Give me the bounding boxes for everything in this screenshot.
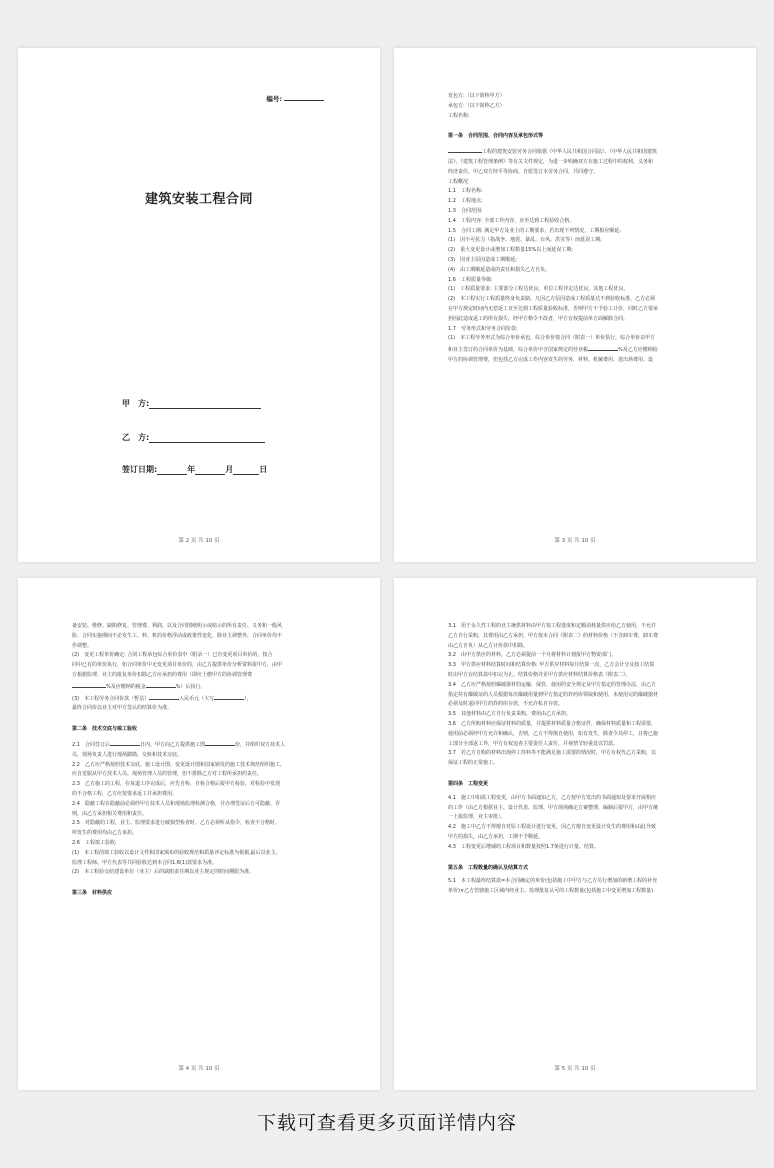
page-body	[448, 92, 708, 366]
text-line: 应自觉服从甲方技术人员、现场管理人员的管理，但不排除乙方对工程所承担的责任。	[72, 771, 263, 778]
blank-underline	[110, 739, 140, 746]
text-line: 工程概况	[448, 178, 469, 185]
text-line: 监理工程师、甲方代表等共同验收达到本合同1.6(1)款要求为准。	[72, 859, 218, 866]
blank-underline	[72, 681, 106, 688]
text-line: 2.5 对隐蔽的工程，业主、监理要求进行破损型检查时，乙方必须听从指令，检查不合格时，	[72, 820, 280, 827]
text-line: 的不合格工程，乙方应按要求返工并承担费用。	[72, 790, 178, 797]
text-line: 指定持有爆破证的人员根据每次爆破用量到甲方指定的炸药库领取和使用，未使用完的爆破器材	[448, 691, 659, 698]
text-line: 3.6 乙方所购材料应保证材料的质量，并提供材料质量合格证件，确保材料质量和工程需要，	[448, 720, 656, 727]
text-line: 工部分全部返工外，甲方有权追查主要责任人责任，并视情节轻重处以罚款。	[448, 740, 619, 747]
text-line: 3.4 乙方应严格按照爆破器材的运输、保管、使用的安全规定及甲方指定的管理办法，由乙方	[448, 681, 656, 688]
paragraph-gap	[72, 878, 332, 885]
text-line: 作调整。	[72, 642, 93, 649]
page-4	[18, 578, 380, 1090]
section-heading: 第五条 工程数量的确认及结算方式	[448, 864, 529, 871]
text-line: (2) 变更工程单价确定: 合同工程承包综合单价表中（附录一）已有变更项目单价的，按合	[72, 652, 273, 659]
text-line: 1.6 工程质量等级:	[448, 276, 493, 283]
text-line: (3) 本工程劳务合同价款（暂估） 人民币元（大写 ），	[72, 693, 332, 705]
text-line: (4) 由工期顺延造成的责任和损失乙方自负。	[448, 266, 551, 273]
text-line: 3.5 其他材料由乙方自行负责采购，费用由乙方承担。	[448, 711, 571, 718]
text-line: 时由甲方在结算款中扣完为止。结算价格详见甲方供应材料结算价格表《附表二》。	[448, 671, 631, 678]
text-line: 1.7 劳务形式和劳务合同价款:	[448, 325, 518, 332]
text-line: 员，现场负责人进行现场踏勘，交桩和技术交底。	[72, 751, 183, 758]
page-body	[448, 622, 708, 897]
sign-date-line: 签订日期: 年 月 日	[122, 465, 268, 474]
text-line: 方根据监理、业主的批复单价扣除乙方应承担的费用（即应上缴甲方的协调管理费	[72, 671, 253, 678]
blank-underline	[205, 739, 235, 746]
text-line: 工程的建筑安装劳务合同依据《中华人民共和国合同法》、《中华人民共和国建筑	[448, 146, 708, 158]
page-footer: 第 3 页 共 10 页	[554, 538, 596, 544]
text-line: 发包方:（以下简称甲方）	[448, 93, 505, 99]
text-line: 一上报监理、业主审批）。	[448, 814, 506, 821]
text-line: (1) 工程质量要求: 主要部分工程达优良，单位工程评定达优良，其他工程优良。	[448, 286, 629, 293]
text-line: 1.5 合同工期: 满足甲方及业主的工期要求，若出现下列情况，工期相应顺延:	[448, 227, 621, 234]
blank-underline	[588, 344, 618, 351]
text-line: 1.3 合同范围:	[448, 207, 483, 214]
page-5	[394, 578, 756, 1090]
text-line: 经济责任，甲乙双方经平等协商，自愿签订本劳务合同，共同遵守。	[448, 168, 599, 175]
text-line: 4.1 施工中如需工程变更，由甲方书面通知乙方，乙方按甲方发出的书面通知及要求开展相应	[448, 794, 656, 801]
section-heading: 第三条 材料供应	[72, 890, 113, 897]
text-line: 2.4 隐蔽工程在隐蔽前必须经甲方技术人员和现场监理检测合格，并办理签证后方可隐蔽，否	[72, 800, 280, 807]
paragraph-gap	[448, 121, 708, 128]
text-line: 备安装、维修、缺陷修复、管理费、利润，以及合同图纸明示或暗示的所有责任、义务和一般风	[72, 623, 283, 629]
text-line: 保证工程的正常施工。	[448, 760, 499, 767]
text-line: (1) 本工程的竣工验收以设计文件和国家颁布的验收规范和质量评定标准为依据,最后以业主、	[72, 849, 281, 856]
text-line: 由乙方自负）从乙方计价款中扣除。	[448, 642, 529, 649]
page-3	[394, 48, 756, 562]
text-line: 乙方自行采购，其费用由乙方承担，甲方按本合同《附表二》的材料价格（不含卸车费，卸车费	[448, 632, 659, 639]
text-line: 2.6 工程竣工验收:	[72, 839, 117, 846]
text-line: 法》、《建筑工程管理条例》等有关文件规定，为进一步明确双方在施工过程中的权利、义务和	[448, 158, 654, 165]
text-line: 同中已有的单价执行，如合同单价中无变更项目单价的，由乙方提供单价分析资料报甲方，由甲	[72, 662, 283, 669]
text-line: 2.3 乙方施工的工程，在每道工序完成后，应先自检，自检合格后报甲方检验，对检验中发现	[72, 781, 280, 788]
page-footer: 第 5 页 共 10 页	[554, 1066, 596, 1072]
section-heading: 第二条 技术交底与竣工验收	[72, 726, 138, 733]
blank-underline	[146, 681, 176, 688]
party-a-line: 甲 方:	[122, 398, 261, 409]
paragraph-gap	[72, 714, 332, 721]
text-line: 1.1 工程名称:	[448, 188, 483, 195]
blank-underline	[214, 693, 244, 700]
page-cover	[18, 48, 380, 562]
text-line: 1.2 工程地点:	[448, 198, 483, 205]
text-line: 2.2 乙方应严格按照技术交底、施工设计图、变更设计图和国家颁发的施工技术规范组织施工，	[72, 761, 285, 768]
contract-number: 编号:	[266, 94, 324, 103]
text-line: (2) 本工程实行工程质量终身负责制，凡因乙方原因造成工程质量达不到验收标准，乙方必须	[448, 296, 656, 303]
text-line: 5.1 本工程最终结算款=本合同确定的单价(包括施工中甲方与乙方另行增加的新增工程的补充	[448, 878, 658, 885]
text-line: 担因此造成返工的所有损失、经甲方勒令不改者，甲方有权提前单方面解除合同。	[448, 315, 629, 322]
text-line: (1) 因不可抗力（指战争、地震、暴乱、台风、洪灾等）而延误工期;	[448, 237, 602, 244]
page-body	[72, 622, 332, 903]
text-line: 2.1 合同签订后 日内，甲方向乙方提供施工图 份，并组织双方技术人	[72, 739, 332, 751]
text-line: 所发生的费用均由乙方承担。	[72, 830, 138, 837]
text-line: 则，由乙方承担相关费用和责任。	[72, 810, 148, 817]
text-line: 3.3 甲方供应材料结算时间和结算价格: 甲方供应材料每月结算一次，乙方会计分及按工结算	[448, 662, 655, 669]
text-line: 必须及时退回甲方的炸药库存放，不允许私自存放。	[448, 701, 564, 708]
text-line: 甲方的协调管理费，但包括乙方完成工作内容发生的劳务、材料、机械费用、进出场费用、设	[448, 356, 654, 363]
section-heading: 第一条 合同范围、合同内容及承包形式等	[448, 133, 544, 140]
text-line: 1.4 工程内容: 全部工作内容，直至达到工程验收合格。	[448, 217, 575, 224]
text-line: 3.7 若乙方自购的材料出现停工待料等不能满足施工需要的情况时，甲方有权代乙方采购，以	[448, 750, 656, 757]
text-line: 的工作（由乙方根据业主、设计代表、监理、甲方现场确定方案整理、编制后报甲方，由甲方统	[448, 804, 659, 811]
text-line: 4.3 工程变更后增减的工程项目和数量按照1.7条进行计量、结算。	[448, 843, 599, 850]
page-footer: 第 2 页 共 10 页	[178, 538, 220, 544]
text-line: 甲方的损失，由乙方承担，工期不予顺延。	[448, 833, 544, 840]
text-line: (3) 因业主原因造成工期顺延;	[448, 256, 517, 263]
text-line: 承包方:（以下简称乙方）	[448, 102, 505, 109]
text-line: 3.1 用于永久性工程的业主统供材料由甲方按工程进度和定额消耗量供应给乙方使用，不允许	[448, 623, 656, 629]
text-line: 最终合同价以业主对甲方签认的结算价为准。	[72, 705, 173, 712]
text-line: 4.2 施工中乙方不得擅自对原工程设计进行变更，因乙方擅自变更设计发生的费用和由此导致	[448, 824, 656, 831]
text-line: %及应缴纳的税金 %）后执行。	[72, 681, 332, 693]
contract-title: 建筑安装工程合同	[144, 192, 253, 207]
party-b-line: 乙 方:	[122, 432, 265, 443]
text-line: 在甲方规定时间内无偿返工直至达到工程质量验收标准，否则甲方不予验工计价，同时乙方要承	[448, 305, 659, 312]
text-line: (2) 重大变更设计或增加工程数量15%以上而延误工期;	[448, 247, 573, 254]
blank-underline	[149, 693, 179, 700]
text-line: (1) 本工程劳务形式为综合单价承包，综合单价按合同（附表一）单价执行，综合单价以甲方	[448, 335, 656, 342]
text-line: 单价)×乙方管辖施工区域内经业主、监理批复认可的工程数量(包括施工中变更增加工程数量)	[448, 888, 654, 895]
text-line: 使用前必须经甲方允许和确认，否则，乙方不得擅自使用，如有发生，除查令其停工，且将已施	[448, 730, 659, 737]
section-heading: 第四条 工程变更	[448, 780, 489, 787]
paragraph-gap	[448, 853, 708, 860]
blank-underline	[448, 146, 482, 153]
text-line: (2) 本工程验交给建设单位（业主）后的缺陷责任期以业主规定的时间期限为准。	[72, 869, 255, 876]
text-line: 工程名称:	[448, 112, 470, 119]
page-footer: 第 4 页 共 10 页	[178, 1066, 220, 1072]
paragraph-gap	[448, 769, 708, 776]
download-caption: 下载可查看更多页面详情内容	[256, 1112, 517, 1134]
text-line: 险、合同实施期间不论发生工、料、机的价格浮动或政策性变化，除业主调整外，合同单价均不	[72, 632, 283, 639]
text-line: 3.2 由甲方供应的材料，乙方必须提前一个月将材料计划报甲方物资部门。	[448, 652, 616, 659]
text-line: 和业主签订的合同单价为基础，综合单价中含国家规定的营业税 %及乙方应缴纳给	[448, 344, 708, 356]
